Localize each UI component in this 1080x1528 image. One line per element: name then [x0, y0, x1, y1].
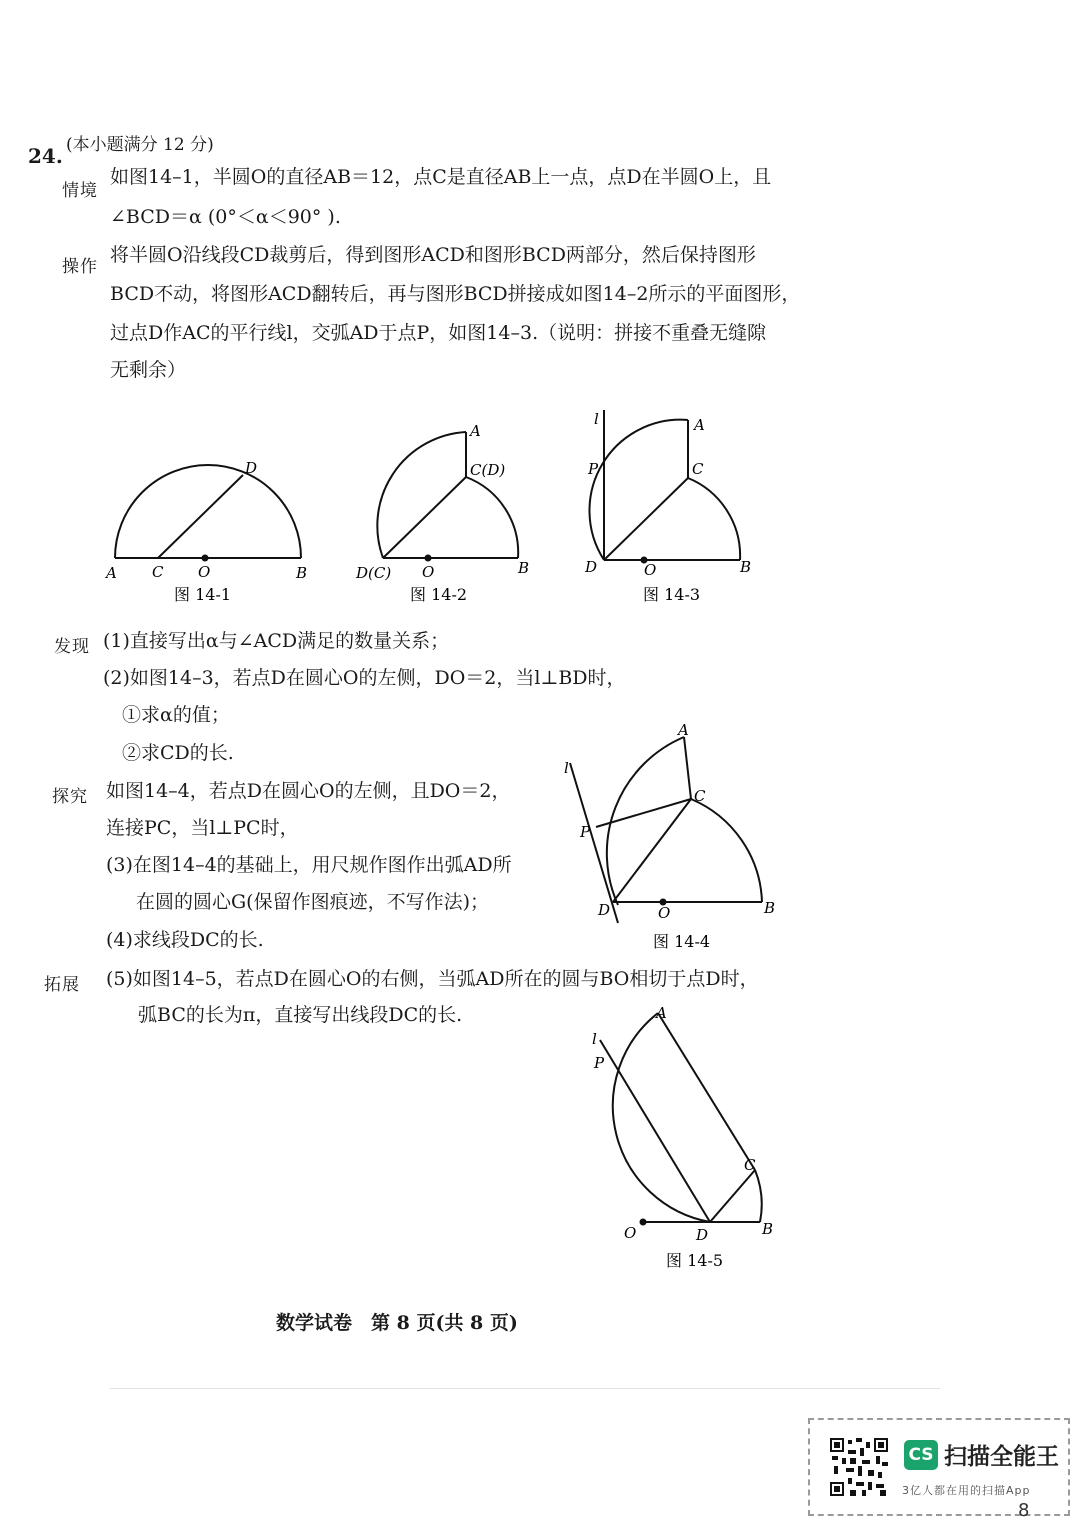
scan-page-mark: 8: [1018, 1500, 1030, 1521]
f4-caption: 图 14-4: [653, 932, 711, 951]
f2-label-a: A: [470, 422, 481, 440]
f3-label-d: D: [585, 558, 598, 576]
f4-label-b: B: [764, 899, 776, 917]
f3-label-l: l: [594, 410, 599, 428]
operation-line-4: 无剩余）: [110, 359, 187, 381]
situation-line-1: 如图14–1，半圆O的直径AB＝12，点C是直径AB上一点，点D在半圆O上，且: [110, 166, 772, 188]
figure-14-4: [550, 715, 790, 955]
f1-label-a: A: [106, 564, 117, 582]
discover-q1: (1)直接写出α与∠ACD满足的数量关系；: [103, 630, 450, 652]
operation-line-3: 过点D作AC的平行线l，交弧AD于点P，如图14–3.（说明：拼接不重叠无缝隙: [110, 322, 767, 344]
figure-14-2: [377, 432, 518, 558]
extend-q5a: (5)如图14–5，若点D在圆心O的右侧，当弧AD所在的圆与BO相切于点D时，: [106, 968, 759, 990]
explore-line-2: 连接PC，当l⊥PC时，: [106, 817, 299, 839]
f5-label-p: P: [594, 1054, 605, 1072]
f3-label-c: C: [692, 460, 704, 478]
extend-q5b: 弧BC的长为π，直接写出线段DC的长.: [138, 1004, 463, 1026]
discover-q2: (2)如图14–3，若点D在圆心O的左侧，DO＝2，当l⊥BD时，: [103, 667, 626, 689]
figure-14-5-center-dot: [640, 1219, 647, 1226]
f1-label-o: O: [198, 563, 211, 581]
figure-14-1: [115, 465, 301, 558]
f5-label-d: D: [696, 1226, 709, 1244]
figure-14-1-center-dot: [202, 555, 209, 562]
f3-label-o: O: [644, 561, 657, 579]
question-number: 24.: [28, 144, 63, 168]
explore-line-1: 如图14–4，若点D在圆心O的左侧，且DO＝2，: [106, 780, 511, 802]
f2-label-o: O: [422, 563, 435, 581]
scanner-watermark: [808, 1418, 1070, 1516]
f3-label-b: B: [740, 558, 752, 576]
f3-label-a: A: [694, 416, 705, 434]
f5-label-b: B: [762, 1220, 774, 1238]
camscanner-logo-icon: CS: [904, 1440, 938, 1470]
f2-label-b: B: [518, 559, 530, 577]
figures-row: [0, 400, 800, 615]
f2-label-dc: D(C): [356, 564, 392, 582]
f5-label-c: C: [744, 1156, 756, 1174]
extend-tag: 拓展: [44, 975, 80, 995]
discover-q2b: ②求CD的长.: [122, 742, 234, 764]
scanner-app-subtitle: 3亿人都在用的扫描App: [902, 1484, 1031, 1497]
discover-q2a: ①求α的值；: [122, 704, 230, 726]
f3-caption: 图 14-3: [643, 585, 701, 604]
f5-label-l: l: [592, 1030, 597, 1048]
f5-label-a: A: [656, 1004, 667, 1022]
f1-caption: 图 14-1: [174, 585, 232, 604]
scanner-app-name: 扫描全能王: [944, 1444, 1059, 1470]
explore-tag: 探究: [52, 787, 88, 807]
f4-label-p: P: [580, 823, 591, 841]
situation-tag: 情境: [62, 181, 98, 201]
f5-caption: 图 14-5: [666, 1251, 724, 1270]
f3-label-p: P: [588, 460, 599, 478]
discover-tag: 发现: [54, 637, 90, 657]
figure-14-2-center-dot: [425, 555, 432, 562]
operation-line-2: BCD不动，将图形ACD翻转后，再与图形BCD拼接成如图14–2所示的平面图形，: [110, 283, 801, 305]
explore-q3b: 在圆的圆心G(保留作图痕迹，不写作法)；: [136, 891, 490, 913]
f4-label-l: l: [564, 759, 569, 777]
f1-label-d: D: [245, 459, 258, 477]
explore-q3a: (3)在图14–4的基础上，用尺规作图作出弧AD所: [106, 854, 512, 876]
f5-label-o: O: [624, 1224, 637, 1242]
operation-line-1: 将半圆O沿线段CD裁剪后，得到图形ACD和图形BCD两部分，然后保持图形: [110, 244, 756, 266]
operation-tag: 操作: [62, 257, 98, 277]
f1-label-c: C: [152, 563, 164, 581]
figure-14-5: [580, 1000, 790, 1275]
score-note: (本小题满分 12 分): [66, 135, 214, 155]
qr-code-icon: [830, 1438, 888, 1496]
explore-q4: (4)求线段DC的长.: [106, 929, 264, 951]
f4-label-o: O: [658, 904, 671, 922]
f4-label-d: D: [598, 901, 611, 919]
f4-label-c: C: [694, 787, 706, 805]
bottom-rule: [110, 1388, 940, 1389]
situation-line-2: ∠BCD＝α (0°＜α＜90° ).: [110, 206, 341, 228]
f4-label-a: A: [678, 721, 689, 739]
f2-caption: 图 14-2: [410, 585, 468, 604]
f2-label-cd: C(D): [470, 461, 506, 479]
page-footer: 数学试卷 第 8 页(共 8 页): [276, 1312, 518, 1334]
f1-label-b: B: [296, 564, 308, 582]
figure-14-3: [589, 410, 740, 560]
